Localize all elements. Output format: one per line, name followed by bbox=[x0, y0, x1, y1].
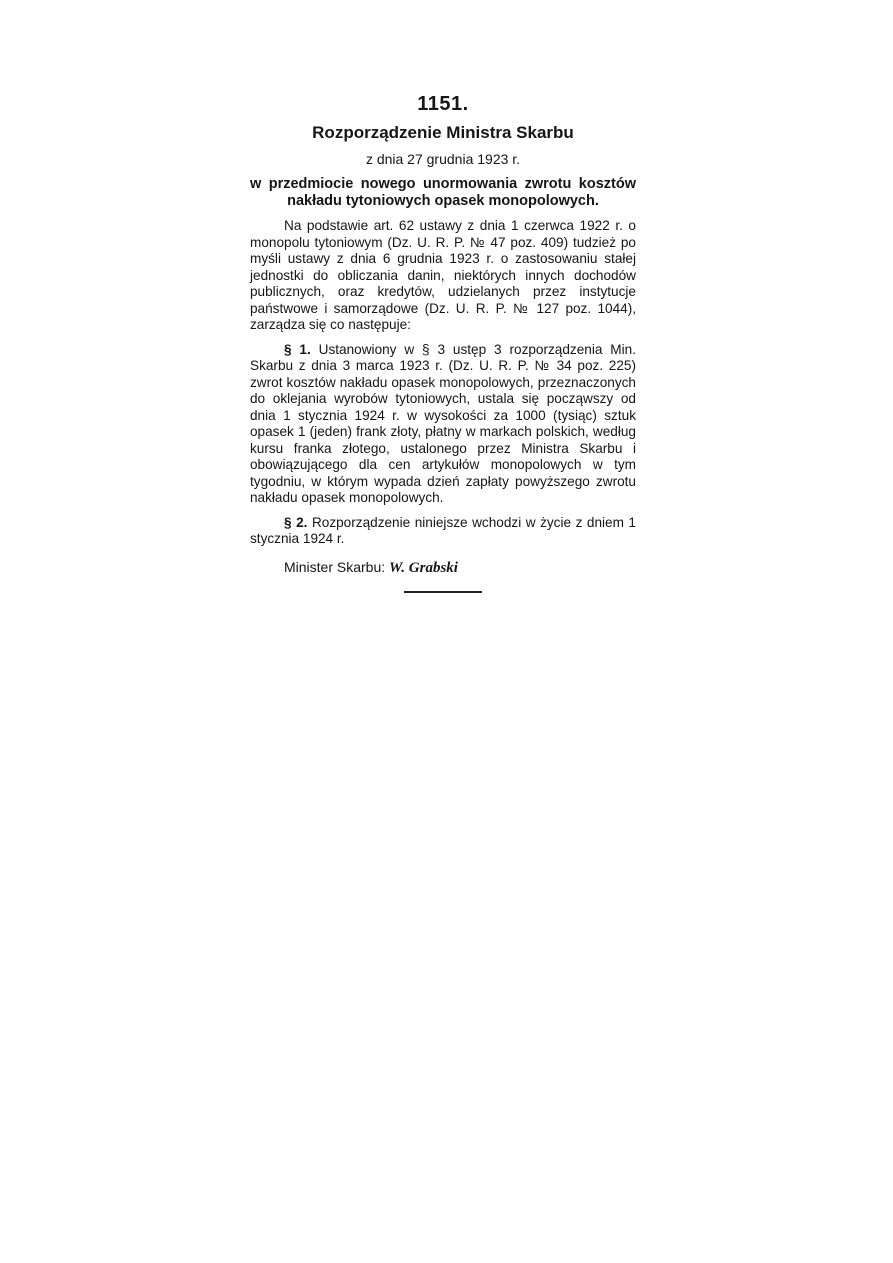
signature-label: Minister Skarbu: bbox=[284, 558, 386, 575]
section-1-label: § 1. bbox=[284, 341, 311, 357]
preamble-paragraph: Na podstawie art. 62 ustawy z dnia 1 czerwca 1922 r. o monopolu tytoniowym (Dz. U. R. P. № 47 poz. 409) tudzież po myśli ustawy z dnia 6 grudnia 1923 r. o zastosowaniu stałej jednostki do obliczania danin, niektórych innych dochodów publicznych, oraz kredytów, udzielanych przez instytucje państwowe i samorządowe (Dz. U. R. P. № 127 poz. 1044), zarządza się co następuje: bbox=[250, 218, 636, 332]
section-1-paragraph bbox=[250, 342, 636, 507]
section-1-text: Ustanowiony w § 3 ustęp 3 rozporządzenia Min. Skarbu z dnia 3 marca 1923 r. (Dz. U. R. P. № 34 poz. 225) zwrot kosztów nakładu opasek monopolowych, przeznaczonych do oklejania wyrobów tytoniowych, ustala się począwszy od dnia 1 stycznia 1924 r. w wysokości za 1000 (tysiąc) sztuk opasek 1 (jeden) frank złoty, płatny w markach polskich, według kursu franka złotego, ustalonego przez Ministra Skarbu i obowiązującego dla cen artykułów monopolowych w tym tygodniu, w którym wypada dzień zapłaty powyższego zwrotu nakładu opasek monopolowych. bbox=[250, 341, 636, 505]
document-title: Rozporządzenie Ministra Skarbu bbox=[312, 123, 574, 142]
document-number: 1151. bbox=[417, 93, 469, 115]
section-2-label: § 2. bbox=[284, 514, 308, 530]
section-2-paragraph bbox=[250, 515, 636, 548]
document-subject: w przedmiocie nowego unormowania zwrotu kosztów nakładu tytoniowych opasek monopolowych. bbox=[250, 176, 636, 209]
signature-line bbox=[284, 558, 636, 577]
closing-rule bbox=[404, 591, 482, 593]
signature-name: W. Grabski bbox=[389, 559, 458, 576]
document-date: z dnia 27 grudnia 1923 r. bbox=[365, 151, 521, 167]
document-page bbox=[250, 92, 636, 593]
section-2-text: Rozporządzenie niniejsze wchodzi w życie z dniem 1 stycznia 1924 r. bbox=[250, 514, 636, 546]
